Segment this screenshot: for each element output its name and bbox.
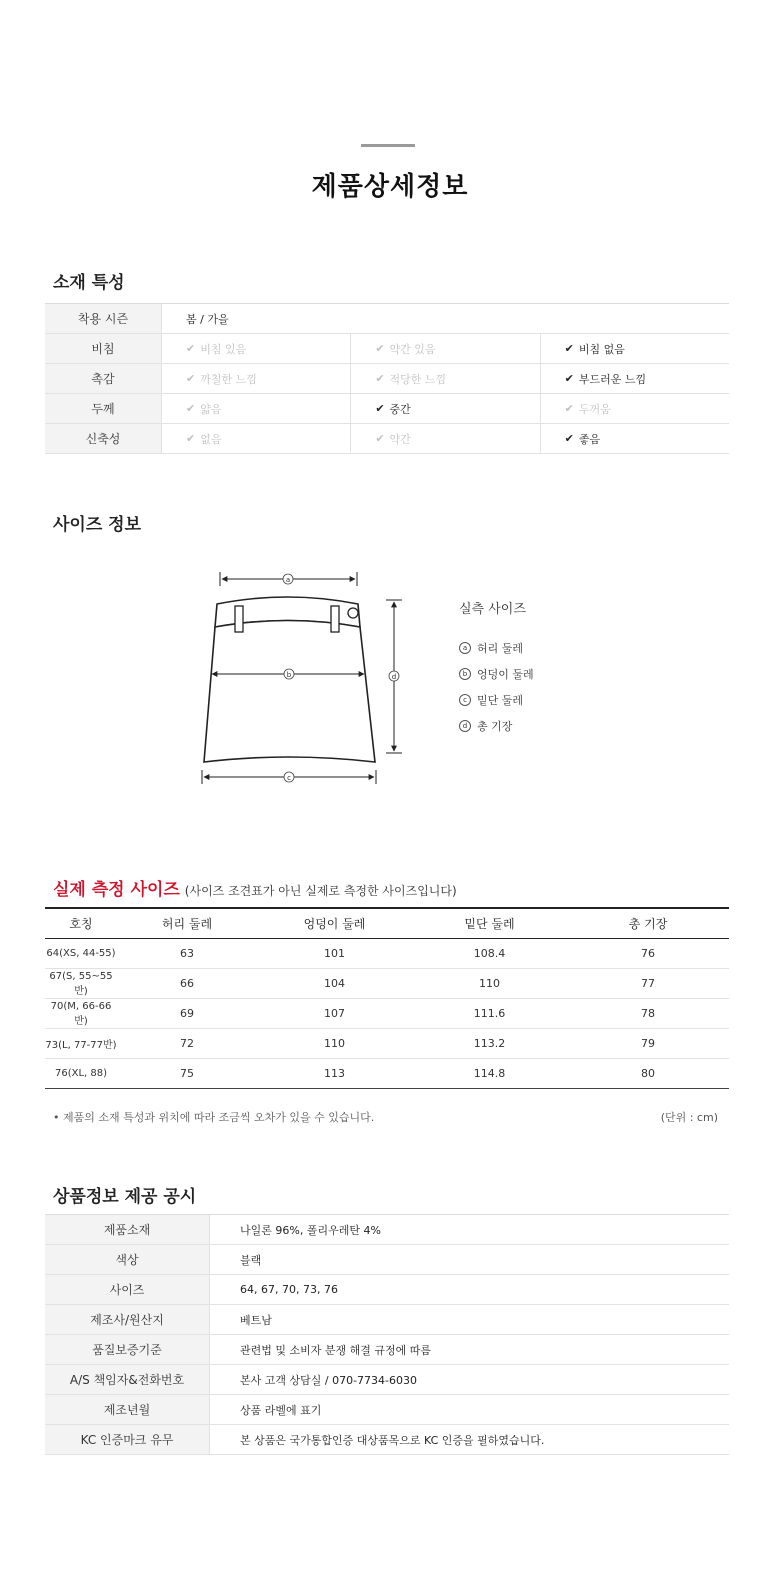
measure-note: • 제품의 소재 특성과 위치에 따라 조금씩 오차가 있을 수 있습니다. xyxy=(53,1111,375,1124)
check-icon: ✔ xyxy=(186,402,196,415)
table-cell: 67(S, 55~55반) xyxy=(49,970,113,997)
table-cell: 70(M, 66-66반) xyxy=(50,1000,112,1027)
table-cell: 111.6 xyxy=(473,1007,506,1020)
material-option-text: 얇음 xyxy=(200,402,222,416)
material-row xyxy=(45,364,729,394)
check-icon: ✔ xyxy=(375,432,385,445)
table-cell: 64(XS, 44-55) xyxy=(46,948,116,959)
product-info-label: A/S 책임자&전화번호 xyxy=(45,1365,210,1394)
table-row xyxy=(45,1029,729,1059)
material-option-selected xyxy=(351,394,540,423)
table-cell: 110 xyxy=(324,1037,345,1050)
table-row xyxy=(45,939,729,969)
table-cell: 101 xyxy=(324,947,345,960)
table-cell: 114.8 xyxy=(473,1067,506,1080)
dim-c-label: c xyxy=(287,774,291,782)
measure-subtitle: (사이즈 조견표가 아닌 실제로 측정한 사이즈입니다) xyxy=(184,884,457,898)
table-cell: 66 xyxy=(180,977,194,990)
table-cell: 73(L, 77-77반) xyxy=(45,1040,117,1051)
table-cell: 76 xyxy=(641,947,655,960)
material-option xyxy=(351,364,540,393)
measure-header-cell: 허리 둘레 xyxy=(161,917,213,931)
check-icon: ✔ xyxy=(375,342,385,355)
legend-text: 엉덩이 둘레 xyxy=(477,668,534,681)
material-option-text: 중간 xyxy=(389,402,411,416)
product-info-title: 상품정보 제공 공시 xyxy=(53,1187,197,1207)
table-cell: 75 xyxy=(180,1067,194,1080)
product-info-row xyxy=(45,1335,729,1365)
product-info-row xyxy=(45,1215,729,1245)
table-cell: 77 xyxy=(641,977,655,990)
material-table xyxy=(45,303,729,454)
product-info-label: KC 인증마크 유무 xyxy=(45,1425,210,1454)
product-info-value: 본 상품은 국가통합인증 대상품목으로 KC 인증을 필하였습니다. xyxy=(240,1433,545,1447)
material-row xyxy=(45,334,729,364)
material-option-text: 비침 없음 xyxy=(578,342,625,356)
page-title: 제품상세정보 xyxy=(311,172,469,202)
measure-header-cell: 호칭 xyxy=(69,917,93,931)
measure-unit: (단위 : cm) xyxy=(660,1111,718,1124)
measure-header-cell: 엉덩이 둘레 xyxy=(303,917,366,931)
product-info-value: 관련법 및 소비자 분쟁 해결 규정에 따름 xyxy=(240,1343,431,1357)
material-option-text: 적당한 느낌 xyxy=(389,372,447,386)
measure-table-header xyxy=(45,909,729,939)
dim-b-label: b xyxy=(286,671,292,679)
check-icon: ✔ xyxy=(564,372,574,385)
material-option-selected xyxy=(541,364,729,393)
table-cell: 110 xyxy=(479,977,500,990)
material-row-label: 촉감 xyxy=(45,364,162,393)
material-option xyxy=(351,334,540,363)
legend-text: 허리 둘레 xyxy=(477,642,524,655)
table-cell: 113.2 xyxy=(473,1037,506,1050)
material-option xyxy=(162,394,351,423)
product-info-table xyxy=(45,1214,729,1455)
table-cell: 113 xyxy=(324,1067,345,1080)
season-value: 봄 / 가을 xyxy=(186,312,229,326)
belt-loop-left xyxy=(235,606,243,632)
material-option-text: 좋음 xyxy=(578,432,601,446)
check-icon: ✔ xyxy=(375,402,385,415)
table-row xyxy=(45,1059,729,1088)
material-row xyxy=(45,424,729,454)
measure-header-cell: 밑단 둘레 xyxy=(464,917,515,931)
material-option-text: 두꺼움 xyxy=(578,402,611,416)
legend-item xyxy=(459,713,534,739)
skirt-button xyxy=(348,608,358,618)
product-info-value: 베트남 xyxy=(240,1313,272,1327)
skirt-body xyxy=(204,621,375,763)
product-info-row xyxy=(45,1275,729,1305)
material-row-label: 착용 시즌 xyxy=(45,304,162,333)
legend-title: 실측 사이즈 xyxy=(459,602,526,617)
legend-mark: b xyxy=(459,668,471,680)
table-cell: 63 xyxy=(180,947,194,960)
measure-heading xyxy=(53,875,457,900)
material-option-text: 까칠한 느낌 xyxy=(200,372,257,386)
table-cell: 79 xyxy=(641,1037,655,1050)
product-info-label: 제조사/원산지 xyxy=(45,1305,210,1334)
legend-item xyxy=(459,635,534,661)
table-cell: 107 xyxy=(324,1007,345,1020)
product-info-label: 색상 xyxy=(45,1245,210,1274)
material-option-text: 약간 xyxy=(389,432,411,446)
material-section-title: 소재 특성 xyxy=(53,273,125,293)
material-row-label: 신축성 xyxy=(45,424,162,453)
material-row-label: 비침 xyxy=(45,334,162,363)
measure-table xyxy=(45,907,729,1089)
table-cell: 72 xyxy=(180,1037,194,1050)
material-row-label: 두께 xyxy=(45,394,162,423)
legend-mark: c xyxy=(459,694,471,706)
material-row xyxy=(45,394,729,424)
material-option-text: 약간 있음 xyxy=(389,342,436,356)
product-info-value: 64, 67, 70, 73, 76 xyxy=(240,1283,338,1296)
product-info-row xyxy=(45,1245,729,1275)
title-divider xyxy=(361,144,415,147)
product-info-value: 나일론 96%, 폴리우레탄 4% xyxy=(240,1223,381,1237)
product-info-row xyxy=(45,1395,729,1425)
dim-d-label: d xyxy=(391,673,397,681)
material-row-season xyxy=(45,304,729,334)
check-icon: ✔ xyxy=(564,402,574,415)
material-option xyxy=(351,424,540,453)
belt-loop-right xyxy=(331,606,339,632)
check-icon: ✔ xyxy=(564,432,574,445)
product-info-label: 제조년월 xyxy=(45,1395,210,1424)
check-icon: ✔ xyxy=(186,432,196,445)
material-option-text: 없음 xyxy=(200,432,222,446)
legend-text: 총 기장 xyxy=(477,720,513,733)
product-info-row xyxy=(45,1365,729,1395)
material-option xyxy=(162,334,351,363)
check-icon: ✔ xyxy=(186,342,196,355)
material-option xyxy=(162,364,351,393)
legend-text: 밑단 둘레 xyxy=(477,694,524,707)
table-row xyxy=(45,969,729,999)
product-info-row xyxy=(45,1425,729,1455)
dim-a-label: a xyxy=(285,576,291,584)
product-info-value: 본사 고객 상담실 / 070-7734-6030 xyxy=(240,1373,417,1387)
table-cell: 80 xyxy=(641,1067,655,1080)
product-info-label: 제품소재 xyxy=(45,1215,210,1244)
material-option-selected xyxy=(541,334,729,363)
size-info-title: 사이즈 정보 xyxy=(53,515,142,535)
measure-header-cell: 총 기장 xyxy=(628,917,668,931)
material-option xyxy=(162,424,351,453)
material-option-text: 비침 있음 xyxy=(200,342,247,356)
product-info-label: 사이즈 xyxy=(45,1275,210,1304)
legend-item xyxy=(459,661,534,687)
measure-title: 실제 측정 사이즈 xyxy=(53,880,180,900)
table-cell: 76(XL, 88) xyxy=(54,1068,108,1079)
check-icon: ✔ xyxy=(186,372,196,385)
skirt-diagram xyxy=(190,562,420,798)
legend-item xyxy=(459,687,534,713)
product-info-value: 상품 라벨에 표기 xyxy=(240,1403,322,1417)
table-cell: 78 xyxy=(641,1007,655,1020)
legend-mark: d xyxy=(459,720,471,732)
size-legend xyxy=(459,598,534,739)
material-option-selected xyxy=(541,424,729,453)
table-cell: 108.4 xyxy=(473,947,506,960)
material-option xyxy=(541,394,729,423)
table-cell: 104 xyxy=(324,977,345,990)
product-info-label: 품질보증기준 xyxy=(45,1335,210,1364)
table-row xyxy=(45,999,729,1029)
product-info-value: 블랙 xyxy=(240,1253,262,1267)
legend-mark: a xyxy=(459,642,471,654)
material-option-text: 부드러운 느낌 xyxy=(578,372,647,386)
check-icon: ✔ xyxy=(375,372,385,385)
check-icon: ✔ xyxy=(564,342,574,355)
skirt-diagram-svg xyxy=(190,562,420,798)
product-info-row xyxy=(45,1305,729,1335)
table-cell: 69 xyxy=(180,1007,194,1020)
